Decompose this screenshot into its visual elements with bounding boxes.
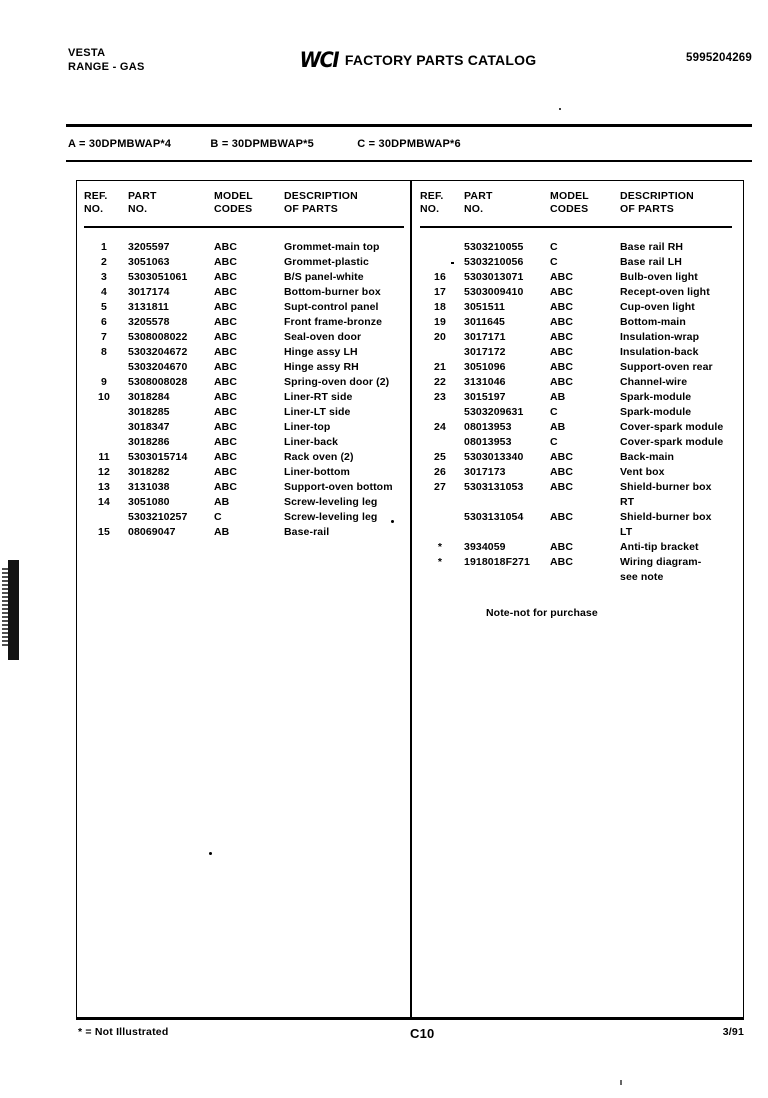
row-part-no: 3017172 <box>464 346 506 358</box>
row-model-codes: ABC <box>550 541 574 553</box>
header-part-no: PART NO. <box>464 190 493 215</box>
parts-table-left <box>84 190 404 540</box>
row-part-no: 5303210257 <box>128 511 188 523</box>
row-model-codes: ABC <box>214 361 238 373</box>
table-row <box>84 270 404 285</box>
product-type: RANGE - GAS <box>68 61 145 73</box>
row-part-no: 3018282 <box>128 466 170 478</box>
table-row <box>420 435 738 450</box>
row-description: Vent box <box>620 466 665 478</box>
header-ref-no: REF. NO. <box>84 190 108 215</box>
row-description: Bottom-burner box <box>284 286 381 298</box>
row-part-no: 5303131054 <box>464 511 524 523</box>
row-part-no: 5303051061 <box>128 271 188 283</box>
table-row <box>420 375 738 390</box>
row-description: LT <box>620 526 633 538</box>
row-ref-no: 19 <box>434 316 446 328</box>
row-ref-no: 25 <box>434 451 446 463</box>
table-row <box>84 360 404 375</box>
row-description: Seal-oven door <box>284 331 362 343</box>
row-description: Spark-module <box>620 406 692 418</box>
table-row <box>84 420 404 435</box>
table-head-right <box>420 190 738 224</box>
row-ref-no: 9 <box>101 376 107 388</box>
row-ref-no: 24 <box>434 421 446 433</box>
row-description: Channel-wire <box>620 376 688 388</box>
row-model-codes: AB <box>214 496 230 508</box>
row-model-codes: ABC <box>214 376 238 388</box>
row-description: Liner-LT side <box>284 406 351 418</box>
row-ref-no: 11 <box>98 451 110 463</box>
row-part-no: 3018286 <box>128 436 170 448</box>
table-row <box>420 570 738 585</box>
row-ref-no: 10 <box>98 391 110 403</box>
row-ref-no: 14 <box>98 496 110 508</box>
row-description: Liner-RT side <box>284 391 353 403</box>
row-ref-no: 20 <box>434 331 446 343</box>
row-part-no: 5303210056 <box>464 256 524 268</box>
table-row <box>420 495 738 510</box>
row-part-no: 3051511 <box>464 301 505 313</box>
table-head-rule-left <box>84 226 404 228</box>
table-body-right <box>420 240 738 585</box>
row-model-codes: ABC <box>214 406 238 418</box>
table-row <box>420 240 738 255</box>
row-model-codes: AB <box>550 391 566 403</box>
table-row <box>84 450 404 465</box>
row-model-codes: ABC <box>550 331 574 343</box>
row-part-no: 5308008022 <box>128 331 188 343</box>
row-part-no: 3051080 <box>128 496 170 508</box>
header-part-no: PART NO. <box>128 190 157 215</box>
row-model-codes: ABC <box>214 286 238 298</box>
row-description: Supt-control panel <box>284 301 379 313</box>
row-part-no: 3017171 <box>464 331 506 343</box>
row-model-codes: C <box>550 436 558 448</box>
row-ref-no: 23 <box>434 391 446 403</box>
row-model-codes: ABC <box>214 481 238 493</box>
row-model-codes: ABC <box>214 331 238 343</box>
row-part-no: 08013953 <box>464 436 512 448</box>
row-model-codes: ABC <box>214 466 238 478</box>
row-part-no: 3051096 <box>464 361 506 373</box>
table-row <box>84 390 404 405</box>
row-description: Recept-oven light <box>620 286 710 298</box>
row-description: Screw-leveling leg <box>284 511 378 523</box>
scan-speck <box>391 520 394 523</box>
table-row <box>84 405 404 420</box>
model-codes-legend <box>68 138 461 150</box>
row-part-no: 3011645 <box>464 316 505 328</box>
row-part-no: 5303204670 <box>128 361 188 373</box>
row-ref-no: 22 <box>434 376 446 388</box>
scan-speck <box>451 262 454 264</box>
row-part-no: 5303013340 <box>464 451 524 463</box>
row-part-no: 3131811 <box>128 301 169 313</box>
table-row <box>420 525 738 540</box>
row-part-no: 5303204672 <box>128 346 188 358</box>
table-row <box>84 315 404 330</box>
row-description: Spring-oven door (2) <box>284 376 390 388</box>
row-model-codes: C <box>550 256 558 268</box>
row-model-codes: ABC <box>550 451 574 463</box>
row-description: Base rail RH <box>620 241 684 253</box>
row-part-no: 3131038 <box>128 481 170 493</box>
row-part-no: 3017173 <box>464 466 506 478</box>
row-part-no: 3051063 <box>128 256 170 268</box>
table-row <box>420 420 738 435</box>
brand-block <box>68 46 145 74</box>
table-row <box>84 480 404 495</box>
model-code-a: A = 30DPMBWAP*4 <box>68 138 172 150</box>
row-part-no: 5303009410 <box>464 286 524 298</box>
catalog-number: 5995204269 <box>686 52 752 64</box>
header-divider-top <box>66 124 752 127</box>
row-description: Cup-oven light <box>620 301 695 313</box>
row-description: Grommet-plastic <box>284 256 369 268</box>
row-description: Spark-module <box>620 391 692 403</box>
table-row <box>420 345 738 360</box>
table-row <box>420 480 738 495</box>
row-description: Anti-tip bracket <box>620 541 699 553</box>
catalog-title: FACTORY PARTS CATALOG <box>344 52 537 68</box>
row-description: Liner-back <box>284 436 339 448</box>
row-description: Cover-spark module <box>620 421 724 433</box>
row-model-codes: ABC <box>214 301 238 313</box>
row-model-codes: C <box>214 511 222 523</box>
header-description: DESCRIPTION OF PARTS <box>620 190 694 215</box>
row-part-no: 1918018F271 <box>464 556 530 568</box>
row-description: Shield-burner box <box>620 481 712 493</box>
scan-speck <box>620 1080 622 1085</box>
row-description: RT <box>620 496 635 508</box>
row-part-no: 5308008028 <box>128 376 188 388</box>
row-description: Base rail LH <box>620 256 682 268</box>
row-model-codes: ABC <box>214 316 238 328</box>
row-model-codes: ABC <box>550 316 574 328</box>
row-part-no: 3015197 <box>464 391 506 403</box>
brand-name: VESTA <box>68 47 106 59</box>
row-model-codes: AB <box>550 421 566 433</box>
row-ref-no: * <box>437 541 443 553</box>
row-model-codes: ABC <box>214 271 238 283</box>
row-part-no: 5303013071 <box>464 271 524 283</box>
page-header <box>68 46 752 86</box>
row-ref-no: 4 <box>101 286 107 298</box>
row-description: Wiring diagram- <box>620 556 702 568</box>
table-row <box>420 465 738 480</box>
table-row <box>84 495 404 510</box>
table-row <box>420 330 738 345</box>
header-ref-no: REF. NO. <box>420 190 444 215</box>
model-code-c: C = 30DPMBWAP*6 <box>357 138 461 150</box>
row-description: Screw-leveling leg <box>284 496 378 508</box>
purchase-note: Note-not for purchase <box>486 607 598 619</box>
row-ref-no: 17 <box>434 286 446 298</box>
row-description: Support-oven rear <box>620 361 713 373</box>
row-part-no: 3018347 <box>128 421 170 433</box>
row-description: Bulb-oven light <box>620 271 698 283</box>
row-model-codes: C <box>550 406 558 418</box>
table-row <box>84 300 404 315</box>
row-model-codes: ABC <box>214 436 238 448</box>
row-ref-no: 3 <box>101 271 107 283</box>
scan-speck <box>209 852 212 855</box>
row-description: Insulation-back <box>620 346 699 358</box>
table-row <box>84 345 404 360</box>
row-ref-no: 1 <box>101 241 107 253</box>
row-description: Cover-spark module <box>620 436 724 448</box>
scan-artifact-edge <box>8 560 19 660</box>
scan-speck <box>559 108 561 110</box>
row-model-codes: ABC <box>550 301 574 313</box>
row-part-no: 3205597 <box>128 241 170 253</box>
row-ref-no: 15 <box>98 526 110 538</box>
row-part-no: 08069047 <box>128 526 176 538</box>
table-row <box>420 510 738 525</box>
row-model-codes: ABC <box>214 346 238 358</box>
page-number: C10 <box>410 1026 435 1041</box>
row-description: Grommet-main top <box>284 241 380 253</box>
table-row <box>84 375 404 390</box>
row-model-codes: ABC <box>550 481 574 493</box>
row-part-no: 08013953 <box>464 421 512 433</box>
header-description: DESCRIPTION OF PARTS <box>284 190 358 215</box>
row-model-codes: ABC <box>550 271 574 283</box>
row-ref-no: * <box>437 556 443 568</box>
row-ref-no: 26 <box>434 466 446 478</box>
table-row <box>84 285 404 300</box>
row-model-codes: ABC <box>214 256 238 268</box>
row-description: B/S panel-white <box>284 271 364 283</box>
header-model-codes: MODEL CODES <box>550 190 589 215</box>
table-row <box>84 510 404 525</box>
row-model-codes: ABC <box>214 451 238 463</box>
table-row <box>420 405 738 420</box>
column-divider <box>410 180 412 1018</box>
row-model-codes: ABC <box>214 241 238 253</box>
row-ref-no: 5 <box>101 301 107 313</box>
row-model-codes: C <box>550 241 558 253</box>
row-part-no: 3018284 <box>128 391 170 403</box>
table-row <box>420 540 738 555</box>
table-row <box>420 300 738 315</box>
wci-logo: WCI <box>299 48 339 72</box>
table-row <box>420 390 738 405</box>
row-description: Back-main <box>620 451 675 463</box>
table-row <box>84 465 404 480</box>
row-description: Support-oven bottom <box>284 481 393 493</box>
row-part-no: 5303131053 <box>464 481 524 493</box>
table-row <box>84 240 404 255</box>
row-description: Hinge assy LH <box>284 346 358 358</box>
row-model-codes: ABC <box>550 346 574 358</box>
row-model-codes: ABC <box>550 556 574 568</box>
table-row <box>420 315 738 330</box>
parts-table-right <box>420 190 738 619</box>
row-description: Rack oven (2) <box>284 451 354 463</box>
row-ref-no: 21 <box>434 361 446 373</box>
row-description: see note <box>620 571 664 583</box>
row-ref-no: 8 <box>101 346 107 358</box>
row-description: Base-rail <box>284 526 330 538</box>
row-ref-no: 12 <box>98 466 110 478</box>
row-model-codes: ABC <box>550 511 574 523</box>
row-ref-no: 2 <box>101 256 107 268</box>
catalog-banner <box>298 50 536 70</box>
row-part-no: 5303015714 <box>128 451 188 463</box>
table-row <box>84 330 404 345</box>
row-ref-no: 6 <box>101 316 107 328</box>
table-row <box>420 360 738 375</box>
row-part-no: 3131046 <box>464 376 506 388</box>
table-row <box>420 555 738 570</box>
row-ref-no: 13 <box>98 481 110 493</box>
row-part-no: 3017174 <box>128 286 170 298</box>
row-description: Front frame-bronze <box>284 316 383 328</box>
row-description: Hinge assy RH <box>284 361 359 373</box>
row-description: Insulation-wrap <box>620 331 700 343</box>
footnote-legend: * = Not Illustrated <box>78 1026 169 1038</box>
revision-date: 3/91 <box>722 1026 744 1038</box>
table-head-left <box>84 190 404 224</box>
model-code-b: B = 30DPMBWAP*5 <box>210 138 314 150</box>
row-model-codes: ABC <box>214 421 238 433</box>
row-part-no: 5303209631 <box>464 406 524 418</box>
footer-divider <box>76 1018 744 1020</box>
row-model-codes: ABC <box>550 376 574 388</box>
table-head-rule-right <box>420 226 732 228</box>
row-part-no: 5303210055 <box>464 241 524 253</box>
row-ref-no: 16 <box>434 271 446 283</box>
table-body-left <box>84 240 404 540</box>
row-model-codes: ABC <box>550 286 574 298</box>
table-row <box>84 435 404 450</box>
row-model-codes: AB <box>214 526 230 538</box>
row-ref-no: 7 <box>101 331 107 343</box>
row-description: Liner-top <box>284 421 331 433</box>
row-model-codes: ABC <box>214 391 238 403</box>
row-model-codes: ABC <box>550 361 574 373</box>
table-row <box>420 270 738 285</box>
table-row <box>420 450 738 465</box>
row-part-no: 3205578 <box>128 316 170 328</box>
row-part-no: 3018285 <box>128 406 170 418</box>
header-divider-bottom <box>66 160 752 162</box>
row-description: Liner-bottom <box>284 466 350 478</box>
row-model-codes: ABC <box>550 466 574 478</box>
row-ref-no: 27 <box>434 481 446 493</box>
table-row <box>84 255 404 270</box>
table-row <box>84 525 404 540</box>
row-description: Shield-burner box <box>620 511 712 523</box>
row-part-no: 3934059 <box>464 541 506 553</box>
row-ref-no: 18 <box>434 301 446 313</box>
header-model-codes: MODEL CODES <box>214 190 253 215</box>
row-description: Bottom-main <box>620 316 686 328</box>
table-row <box>420 255 738 270</box>
table-row <box>420 285 738 300</box>
